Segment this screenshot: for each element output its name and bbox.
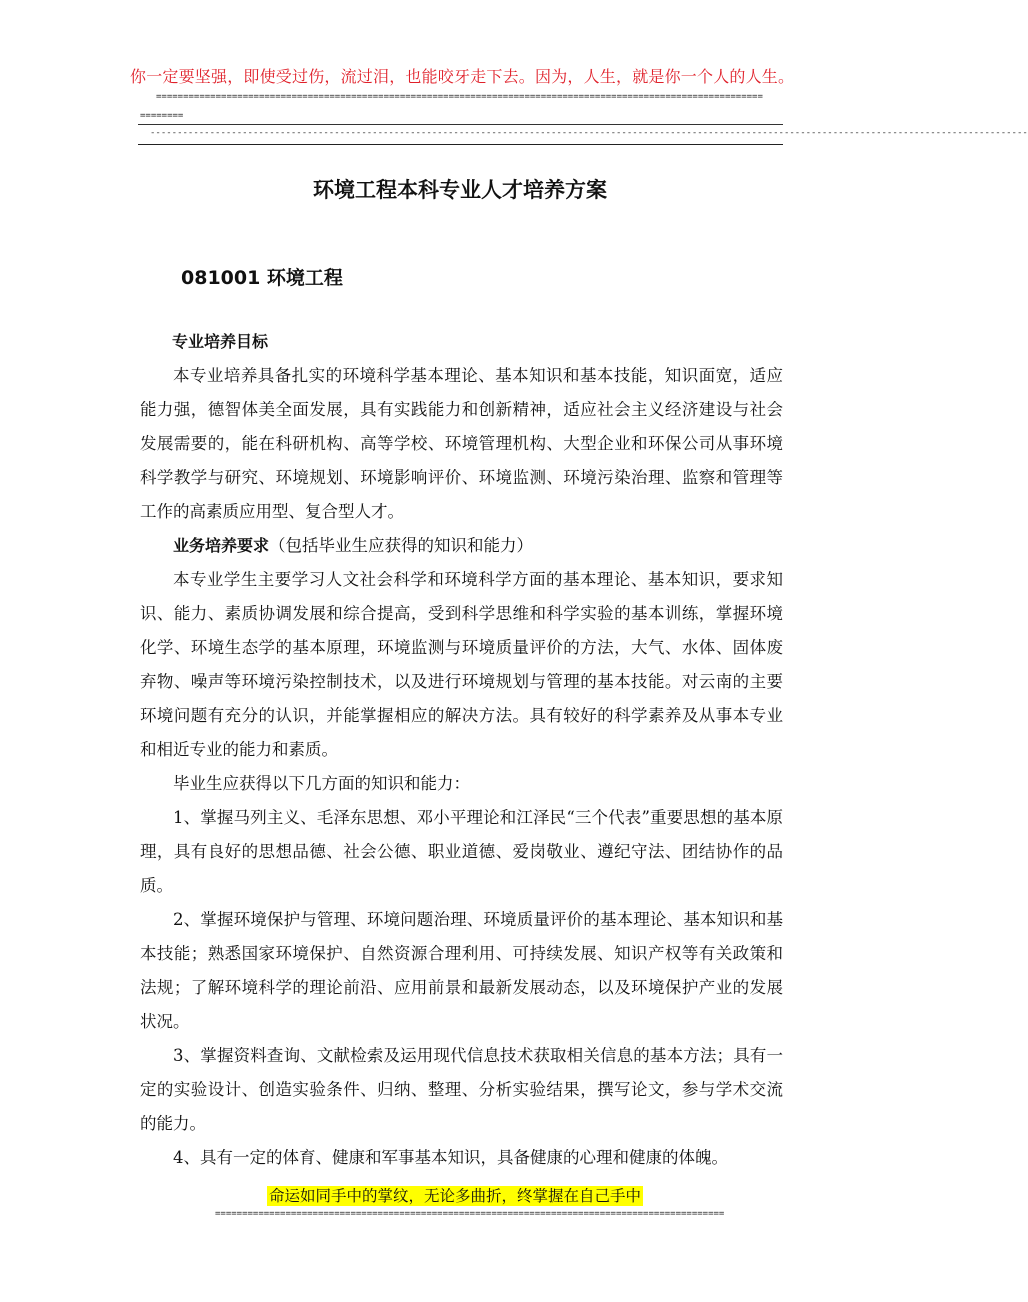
section-heading-label: 业务培养要求 [173,536,270,555]
major-code-heading: 081001 环境工程 [181,267,343,289]
header-separator-equals-tail: ======== [140,111,184,121]
document-body [140,325,783,1175]
paragraph-business-requirements: 本专业学生主要学习人文社会科学和环境科学方面的基本理论、基本知识，要求知识、能力、素质协调发展和综合提高，受到科学思维和科学实验的基本训练，掌握环境化学、环境生态学的基本原理，环境监测与环境质量评价的方法，大气、水体、固体废弃物、噪声等环境污染控制技术，以及进行环境规划与管理的基本技能。对云南的主要环境问题有充分的认识，并能掌握相应的解决方法。具有较好的科学素养及从事本专业和相近专业的能力和素质。 [140,570,783,759]
section-heading-training-goal: 专业培养目标 [172,332,269,351]
header-rule-bottom [138,144,783,145]
header-separator-equals: ================================================================================================================ [156,92,763,102]
section-heading-note: （包括毕业生应获得的知识和能力） [269,536,534,555]
document-title: 环境工程本科专业人才培养方案 [313,178,607,202]
footer-separator-equals: ============================================================================================== [215,1209,725,1219]
ability-item-3: 3、掌握资料查询、文献检索及运用现代信息技术获取相关信息的基本方法；具有一定的实验设计、创造实验条件、归纳、整理、分析实验结果，撰写论文，参与学术交流的能力。 [140,1046,783,1133]
header-rule-top [138,124,783,125]
ability-item-1: 1、掌握马列主义、毛泽东思想、邓小平理论和江泽民“三个代表”重要思想的基本原理，具有良好的思想品德、社会公德、职业道德、爱岗敬业、遵纪守法、团结协作的品质。 [140,808,783,895]
header-quote: 你一定要坚强，即使受过伤，流过泪，也能咬牙走下去。因为，人生，就是你一个人的人生。 [130,67,795,86]
footer-quote-highlight: 命运如同手中的掌纹，无论多曲折，终掌握在自己手中 [269,1187,642,1205]
ability-item-2: 2、掌握环境保护与管理、环境问题治理、环境质量评价的基本理论、基本知识和基本技能；熟悉国家环境保护、自然资源合理利用、可持续发展、知识产权等有关政策和法规；了解环境科学的理论前沿、应用前景和最新发展动态，以及环境保护产业的发展状况。 [140,910,783,1031]
paragraph-abilities-intro: 毕业生应获得以下几方面的知识和能力： [173,774,470,793]
header-separator-dashes: ------------------------------------------------------------------------------------------------------------------------------------------------------------------ [150,128,1028,138]
ability-item-4: 4、具有一定的体育、健康和军事基本知识，具备健康的心理和健康的体魄。 [173,1148,728,1167]
paragraph-training-goal: 本专业培养具备扎实的环境科学基本理论、基本知识和基本技能，知识面宽，适应能力强，德智体美全面发展，具有实践能力和创新精神，适应社会主义经济建设与社会发展需要的，能在科研机构、高等学校、环境管理机构、大型企业和环保公司从事环境科学教学与研究、环境规划、环境影响评价、环境监测、环境污染治理、监察和管理等工作的高素质应用型、复合型人才。 [140,366,783,521]
section-heading-business-requirements [140,529,783,563]
